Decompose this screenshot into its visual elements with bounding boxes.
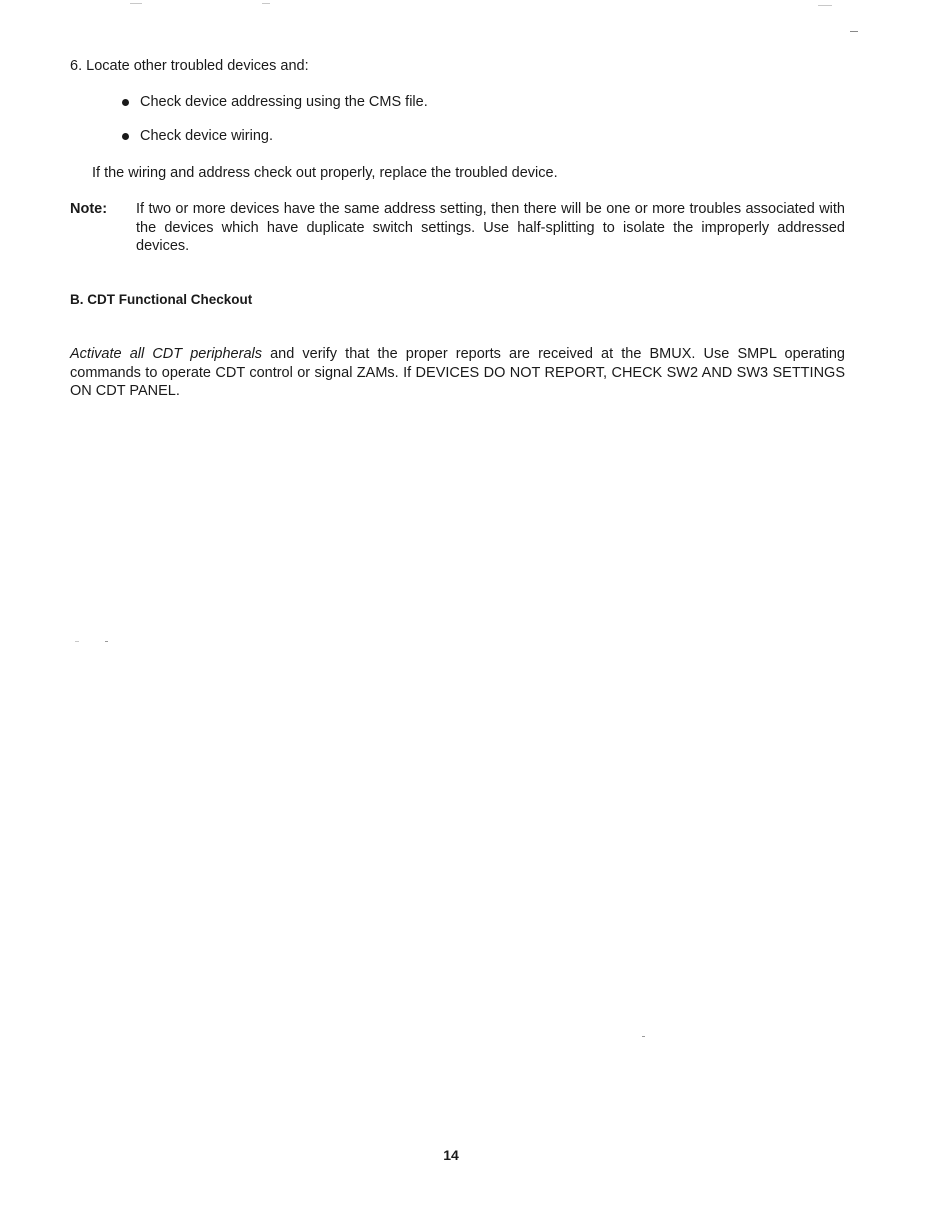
bullet-dot-icon <box>122 133 129 140</box>
scan-speck <box>818 5 832 6</box>
scan-speck <box>262 3 270 4</box>
step-number: 6. <box>70 58 83 74</box>
page-number: 14 <box>443 1147 459 1163</box>
step-text: Locate other troubled devices and: <box>86 58 309 74</box>
cdt-text: and verify that the proper reports are received at the BMUX. Use SMPL operating commands to operate CDT control or signal ZAMs. If DEVICES DO NOT REPORT, CHECK SW2 AND SW3 SETTINGS ON CDT PANEL. <box>70 346 845 399</box>
step-6 <box>70 57 309 75</box>
scan-speck <box>850 31 858 32</box>
note-text: If two or more devices have the same address setting, then there will be one or more troubles associated with the devices which have duplicate switch settings. Use half-splitting to isolate the improperly addressed devices. <box>136 201 845 254</box>
note-label: Note: <box>70 201 108 217</box>
bullet-text: Check device wiring. <box>140 128 273 144</box>
cdt-paragraph <box>70 345 845 401</box>
bullet-text: Check device addressing using the CMS file. <box>140 94 428 110</box>
bullet-item <box>122 127 273 145</box>
cdt-italic-lead: Activate all CDT peripherals <box>70 346 262 362</box>
bullet-item <box>122 93 428 111</box>
wiring-paragraph: If the wiring and address check out properly, replace the troubled device. <box>92 165 558 181</box>
scan-speck <box>75 641 79 642</box>
scan-speck <box>105 641 108 642</box>
scan-speck <box>130 3 142 4</box>
note-block <box>70 200 845 256</box>
scan-speck <box>642 1036 645 1037</box>
bullet-dot-icon <box>122 99 129 106</box>
section-heading: B. CDT Functional Checkout <box>70 292 253 307</box>
